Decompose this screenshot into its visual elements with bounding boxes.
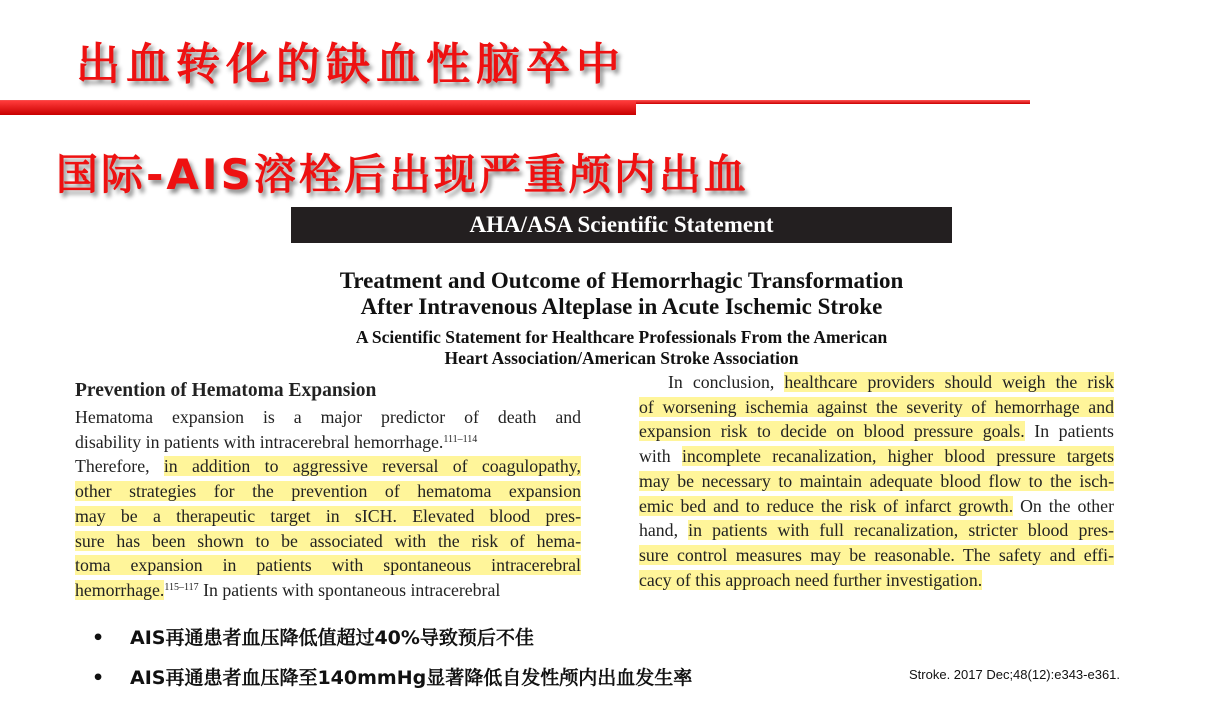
key-point-item [90,624,692,664]
key-point-text: AIS再通患者血压降低值超过40%导致预后不佳 [130,627,534,649]
highlighted-text: sure control measures may be reasonable. The safety and effi- [639,544,1114,565]
highlighted-text: of worsening ischemia against the severity of hemorrhage and [639,396,1114,417]
reference-superscript: 115–117 [164,581,199,593]
text-line [75,504,581,529]
text-line [75,553,581,578]
key-point-text: AIS再通患者血压降至140mmHg显著降低自发性颅内出血发生率 [130,667,693,689]
statement-banner: AHA/ASA Scientific Statement [291,207,952,243]
excerpt-left-column [75,380,581,603]
key-point-item [90,664,692,704]
title-divider-thick [0,101,636,115]
text-line [75,430,581,455]
text-line [639,444,1114,469]
highlighted-text: incomplete recanalization, higher blood pressure targets [681,446,1114,467]
text-line [75,479,581,504]
text-line [639,543,1114,568]
text-segment: In patients with spontaneous intracerebral [198,579,501,600]
highlighted-text: expansion risk to decide on blood pressure goals. [639,421,1025,442]
text-segment: In conclusion, [668,372,785,392]
highlighted-text: in addition to aggressive reversal of coagulopathy, [163,456,581,477]
text-segment: hand, [639,520,689,541]
highlighted-text: may be necessary to maintain adequate blood flow to the isch- [639,470,1114,491]
text-segment: disability in patients with intracerebral hemorrhage. [75,431,444,452]
highlighted-text: in patients with full recanalization, stricter blood pres- [688,520,1114,541]
text-line [639,469,1114,494]
text-line [75,578,581,603]
section-heading: Prevention of Hematoma Expansion [75,380,377,401]
text-line [639,419,1114,444]
paper-title-line-2: After Intravenous Alteplase in Acute Ischemic Stroke [360,294,883,319]
text-line [639,568,1114,593]
text-line [639,518,1114,543]
highlighted-text: emic bed and to reduce the risk of infarct growth. [639,495,1014,516]
highlighted-text: may be a therapeutic target in sICH. Elevated blood pres- [75,505,581,526]
excerpt-right-column [639,370,1114,592]
text-segment: with [639,446,682,467]
paper-subtitle-line-1: A Scientific Statement for Healthcare Professionals From the American [355,327,888,347]
slide-title: 出血转化的缺血性脑卒中 [76,39,626,90]
highlighted-text: hemorrhage. [75,579,165,600]
paper-title [291,268,952,320]
text-line [75,529,581,554]
highlighted-text: sure has been shown to be associated with the risk of hema- [75,530,581,551]
slide-subtitle: 国际-AIS溶栓后出现严重颅内出血 [56,150,749,199]
paper-subtitle [291,327,952,369]
highlighted-text: other strategies for the prevention of hematoma expansion [75,481,581,502]
text-line [75,454,581,479]
bullet-icon: • [92,667,105,689]
key-points-list [90,624,692,704]
text-line [639,395,1114,420]
paper-subtitle-line-2: Heart Association/American Stroke Association [444,348,799,368]
text-segment: Therefore, [75,456,164,477]
highlighted-text: cacy of this approach need further investigation. [639,569,983,590]
citation: Stroke. 2017 Dec;48(12):e343-e361. [909,667,1121,682]
text-line: Hematoma expansion is a major predictor of death and [75,407,581,427]
text-line [639,370,1114,395]
text-segment: On the other [1013,495,1114,516]
text-segment: In patients [1024,421,1114,442]
paper-title-line-1: Treatment and Outcome of Hemorrhagic Transformation [339,268,904,293]
text-line [639,494,1114,519]
highlighted-text: toma expansion in patients with spontaneous intracerebral [75,555,581,576]
highlighted-text: healthcare providers should weigh the risk [784,372,1115,392]
bullet-icon: • [92,627,105,649]
reference-superscript: 111–114 [443,433,478,445]
